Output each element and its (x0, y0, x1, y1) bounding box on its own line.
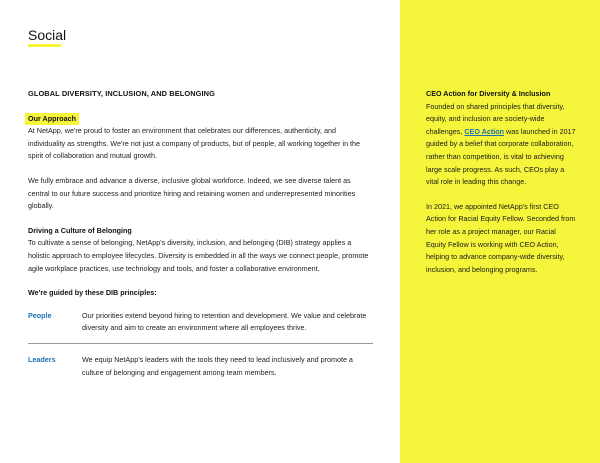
sidebar-panel (400, 0, 600, 463)
culture-label: Driving a Culture of Belonging (28, 225, 132, 235)
principle-label: People (28, 310, 52, 320)
sidebar-paragraph-2: In 2021, we appointed NetApp's first CEO Action for Racial Equity Fellow. Seconded from her role as a project manager, our Racial Equity Fellow is working with CEO Action, helping to advance company-wide diversity, inclusion, and belonging programs. (426, 201, 576, 274)
principle-people (28, 310, 373, 335)
ceo-action-link[interactable]: CEO Action (464, 126, 505, 136)
section-label: Social (28, 27, 67, 43)
culture-paragraph: To cultivate a sense of belonging, NetApp's diversity, inclusion, and belonging (DIB) strategy applies a holistic approach to employee lifecycles. Diversity is embedded in all the ways we connect people, promote agile workplace practices, use technology and tools, and foster a collaborative environment. (28, 238, 369, 273)
principle-text: We equip NetApp's leaders with the tools they need to lead inclusively and promote a culture of belonging and engagement among team members. (82, 354, 353, 377)
sidebar-paragraph-1 (426, 101, 576, 189)
main-column (28, 88, 373, 379)
principle-leaders (28, 354, 373, 379)
approach-paragraph: At NetApp, we're proud to foster an environment that celebrates our differences, authenticity, and individuality as strengths. We're not just a company of products, but of people, all working together in the spirit of collaboration and mutual growth. (28, 126, 361, 161)
embrace-paragraph: We fully embrace and advance a diverse, inclusive global workforce. Indeed, we see diverse talent as central to our future success and prioritize hiring and retaining women and underrepresented minorities globally. (28, 175, 356, 211)
sidebar-title: CEO Action for Diversity & Inclusion (426, 89, 551, 98)
page-heading: GLOBAL DIVERSITY, INCLUSION, AND BELONGING (28, 89, 215, 98)
principles-intro: We're guided by these DIB principles: (28, 288, 157, 298)
sidebar-text: was launched in 2017 guided by a belief that corporate collaboration, rather than competition, is vital to achieving large scale progress. As such, CEOs play a vital role in leading this change. (426, 126, 576, 187)
principle-label: Leaders (28, 354, 56, 364)
sidebar-text: Founded on shared principles that diversity, equity, and inclusion are society-wide challenges, (426, 101, 565, 136)
approach-label: Our Approach (25, 113, 79, 126)
principle-text: Our priorities extend beyond hiring to retention and development. We value and celebrate diversity and aim to create an environment where all employees thrive. (82, 310, 367, 333)
principle-divider (28, 343, 373, 344)
section-accent-bar (28, 44, 61, 47)
